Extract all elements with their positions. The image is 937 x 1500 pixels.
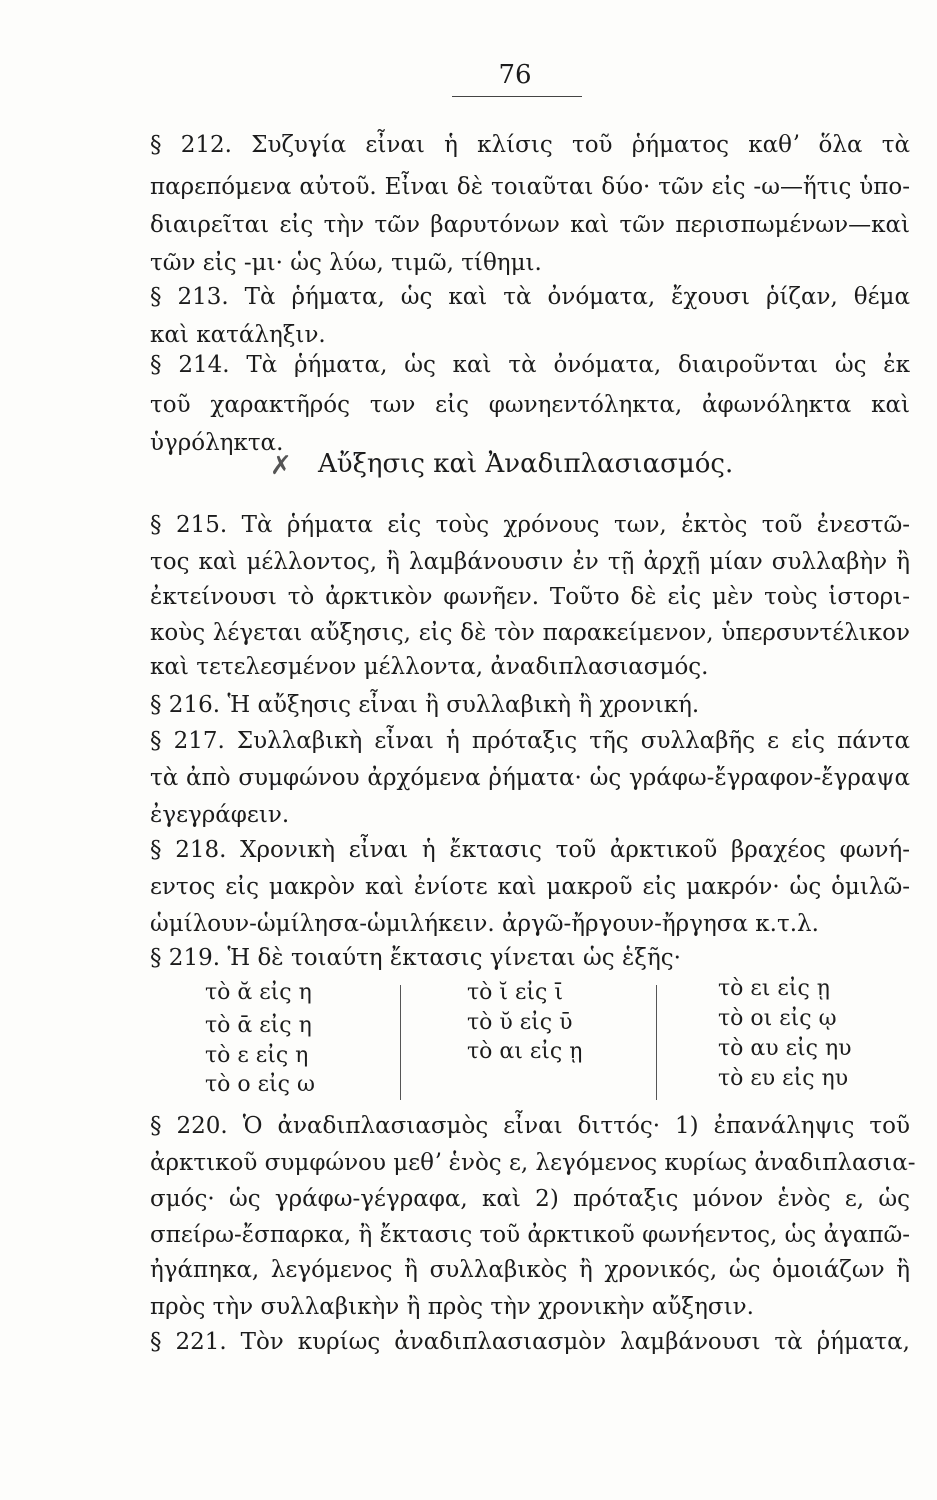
text-line: τος καὶ μέλλοντος, ἢ λαμβάνουσιν ἐν τῇ ἀρχῇ μίαν συλλαβὴν ἢ <box>150 549 910 575</box>
text-line: § 217. Συλλαβικὴ εἶναι ἡ πρόταξις τῆς συλλαβῆς ε εἰς πάντα <box>150 728 910 754</box>
text-line: τὰ ἀπὸ συμφώνου ἀρχόμενα ῥήματα· ὡς γράφω-ἔγραφον-ἔγραψα <box>150 765 910 791</box>
text-line: § 218. Χρονικὴ εἶναι ἡ ἔκτασις τοῦ ἀρκτικοῦ βραχέος φωνή- <box>150 837 910 863</box>
text-line: § 213. Τὰ ῥήματα, ὡς καὶ τὰ ὀνόματα, ἔχουσι ῥίζαν, θέμα <box>150 284 910 310</box>
text-line: σμός· ὡς γράφω-γέγραφα, καὶ 2) πρόταξις μόνον ἑνὸς ε, ὡς <box>150 1186 910 1212</box>
text-line: πρὸς τὴν συλλαβικὴν ἢ πρὸς τὴν χρονικὴν αὔξησιν. <box>150 1294 754 1320</box>
table-divider <box>400 985 401 1100</box>
text-line: § 215. Τὰ ῥήματα εἰς τοὺς χρόνους των, ἐκτὸς τοῦ ἐνεστῶ- <box>150 512 910 538</box>
text-line: εντος εἰς μακρὸν καὶ ἐνίοτε καὶ μακροῦ εἰς μακρόν· ὡς ὁμιλῶ- <box>150 874 910 900</box>
table-cell: τὸ ῐ εἰς ῑ <box>467 980 563 1005</box>
text-line: ὑγρόληκτα. <box>150 430 284 456</box>
text-line: § 214. Τὰ ῥήματα, ὡς καὶ τὰ ὀνόματα, διαιροῦνται ὡς ἐκ <box>150 352 910 378</box>
table-cell: τὸ αι εἰς ῃ <box>467 1039 583 1064</box>
table-cell: τὸ αυ εἰς ηυ <box>718 1036 852 1061</box>
text-line: τοῦ χαρακτῆρός των εἰς φωνηεντόληκτα, ἀφωνόληκτα καὶ <box>150 392 910 418</box>
text-line: καὶ τετελεσμένον μέλλοντα, ἀναδιπλασιασμός. <box>150 654 709 680</box>
heading-mark: ✗ <box>270 451 292 481</box>
table-cell: τὸ ει εἰς ῃ <box>718 976 830 1001</box>
text-line: ἐκτείνουσι τὸ ἀρκτικὸν φωνῆεν. Τοῦτο δὲ εἰς μὲν τοὺς ἱστορι- <box>150 584 910 610</box>
table-cell: τὸ ᾰ εἰς η <box>205 980 312 1005</box>
table-cell: τὸ ευ εἰς ηυ <box>718 1066 849 1091</box>
text-line: § 216. Ἡ αὔξησις εἶναι ἢ συλλαβικὴ ἢ χρονική. <box>150 692 700 718</box>
text-line: ἠγάπηκα, λεγόμενος ἢ συλλαβικὸς ἢ χρονικός, ὡς ὁμοιάζων ἢ <box>150 1257 910 1283</box>
text-line: παρεπόμενα αὐτοῦ. Εἶναι δὲ τοιαῦται δύο· τῶν εἰς -ω—ἥτις ὑπο- <box>150 174 910 200</box>
table-divider <box>656 985 657 1100</box>
text-line: τῶν εἰς -μι· ὡς λύω, τιμῶ, τίθημι. <box>150 250 542 276</box>
text-line: διαιρεῖται εἰς τὴν τῶν βαρυτόνων καὶ τῶν περισπωμένων—καὶ <box>150 212 910 238</box>
text-line: § 221. Τὸν κυρίως ἀναδιπλασιασμὸν λαμβάνουσι τὰ ῥήματα, <box>150 1329 910 1355</box>
text-line: ἀρκτικοῦ συμφώνου μεθʼ ἑνὸς ε, λεγόμενος κυρίως ἀναδιπλασια- <box>150 1150 916 1176</box>
table-cell: τὸ ε εἰς η <box>205 1043 309 1068</box>
text-line: § 212. Συζυγία εἶναι ἡ κλίσις τοῦ ῥήματος καθʼ ὅλα τὰ <box>150 132 910 158</box>
section-heading: Αὔξησις καὶ Ἀναδιπλασιασμός. <box>318 449 734 479</box>
text-line: ἐγεγράφειν. <box>150 802 290 828</box>
table-cell: τὸ ο εἰς ω <box>205 1072 315 1097</box>
table-cell: τὸ ᾱ εἰς η <box>205 1013 312 1038</box>
header-rule <box>452 96 582 97</box>
text-line: ὡμίλουν-ὡμίλησα-ὡμιλήκειν. ἀργῶ-ἤργουν-ἤργησα κ.τ.λ. <box>150 911 819 937</box>
page-number: 76 <box>498 60 532 90</box>
text-line: σπείρω-ἔσπαρκα, ἢ ἔκτασις τοῦ ἀρκτικοῦ φωνήεντος, ὡς ἀγαπῶ- <box>150 1222 911 1248</box>
text-line: § 219. Ἡ δὲ τοιαύτη ἔκτασις γίνεται ὡς ἑξῆς· <box>150 945 681 971</box>
text-line: κοὺς λέγεται αὔξησις, εἰς δὲ τὸν παρακείμενον, ὑπερσυντέλικον <box>150 620 910 646</box>
text-line: § 220. Ὁ ἀναδιπλασιασμὸς εἶναι διττός· 1) ἐπανάληψις τοῦ <box>150 1113 910 1139</box>
text-line: καὶ κατάληξιν. <box>150 322 326 348</box>
table-cell: τὸ ῠ εἰς ῡ <box>467 1010 573 1035</box>
table-cell: τὸ οι εἰς ῳ <box>718 1006 837 1031</box>
